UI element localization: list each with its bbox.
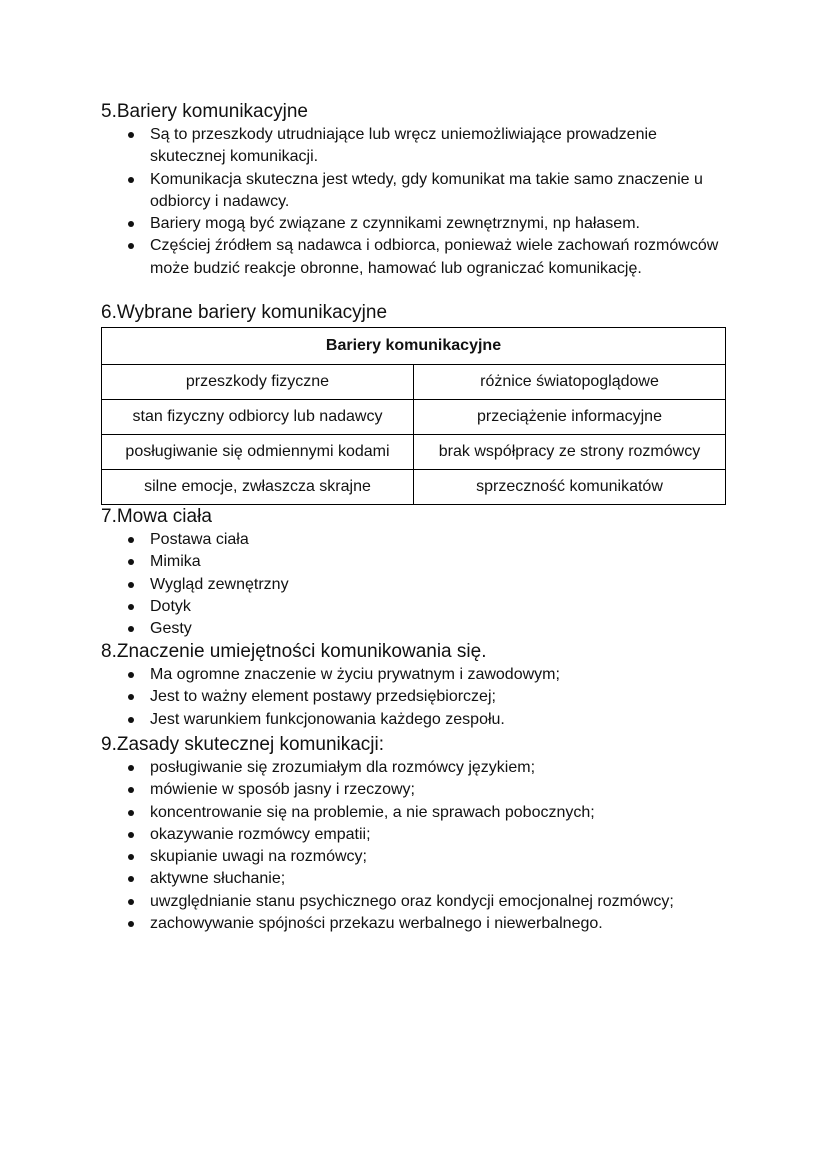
list-item: Bariery mogą być związane z czynnikami zewnętrznymi, np hałasem. bbox=[150, 213, 735, 235]
table-header: Bariery komunikacyjne bbox=[102, 328, 726, 365]
table-cell: stan fizyczny odbiorcy lub nadawcy bbox=[102, 400, 414, 435]
section-7-list bbox=[150, 529, 289, 640]
list-item: okazywanie rozmówcy empatii; bbox=[150, 824, 674, 846]
list-item: skupianie uwagi na rozmówcy; bbox=[150, 846, 674, 868]
list-item: Jest to ważny element postawy przedsiębiorczej; bbox=[150, 686, 560, 708]
table-cell: silne emocje, zwłaszcza skrajne bbox=[102, 470, 414, 505]
table-cell: przeciążenie informacyjne bbox=[414, 400, 726, 435]
list-item: mówienie w sposób jasny i rzeczowy; bbox=[150, 779, 674, 801]
section-5-list bbox=[150, 124, 735, 280]
table-row bbox=[102, 470, 726, 505]
table-cell: posługiwanie się odmiennymi kodami bbox=[102, 435, 414, 470]
table-cell: przeszkody fizyczne bbox=[102, 365, 414, 400]
list-item: Gesty bbox=[150, 618, 289, 640]
section-7-heading: 7.Mowa ciała bbox=[101, 506, 212, 527]
table-row bbox=[102, 400, 726, 435]
list-item: Ma ogromne znaczenie w życiu prywatnym i zawodowym; bbox=[150, 664, 560, 686]
section-8-heading: 8.Znaczenie umiejętności komunikowania się. bbox=[101, 641, 487, 662]
list-item: Dotyk bbox=[150, 596, 289, 618]
section-9-heading: 9.Zasady skutecznej komunikacji: bbox=[101, 734, 385, 755]
section-5-heading: 5.Bariery komunikacyjne bbox=[101, 101, 308, 122]
table-cell: brak współpracy ze strony rozmówcy bbox=[414, 435, 726, 470]
section-9-list bbox=[150, 757, 674, 935]
list-item: Są to przeszkody utrudniające lub wręcz uniemożliwiające prowadzenie skutecznej komunikacji. bbox=[150, 124, 735, 169]
list-item: Częściej źródłem są nadawca i odbiorca, ponieważ wiele zachowań rozmówców może budzić reakcje obronne, hamować lub ograniczać komunikację. bbox=[150, 235, 735, 280]
list-item: zachowywanie spójności przekazu werbalnego i niewerbalnego. bbox=[150, 913, 674, 935]
list-item: koncentrowanie się na problemie, a nie sprawach pobocznych; bbox=[150, 802, 674, 824]
list-item: aktywne słuchanie; bbox=[150, 868, 674, 890]
list-item: Jest warunkiem funkcjonowania każdego zespołu. bbox=[150, 709, 560, 731]
table-row bbox=[102, 435, 726, 470]
list-item: uwzględnianie stanu psychicznego oraz kondycji emocjonalnej rozmówcy; bbox=[150, 891, 674, 913]
list-item: Wygląd zewnętrzny bbox=[150, 574, 289, 596]
table-cell: różnice światopoglądowe bbox=[414, 365, 726, 400]
list-item: posługiwanie się zrozumiałym dla rozmówcy językiem; bbox=[150, 757, 674, 779]
table-cell: sprzeczność komunikatów bbox=[414, 470, 726, 505]
list-item: Komunikacja skuteczna jest wtedy, gdy komunikat ma takie samo znaczenie u odbiorcy i nadawcy. bbox=[150, 169, 735, 214]
barriers-table bbox=[101, 327, 726, 505]
section-6-heading: 6.Wybrane bariery komunikacyjne bbox=[101, 302, 388, 323]
list-item: Postawa ciała bbox=[150, 529, 289, 551]
list-item: Mimika bbox=[150, 551, 289, 573]
section-8-list bbox=[150, 664, 560, 731]
table-row bbox=[102, 365, 726, 400]
